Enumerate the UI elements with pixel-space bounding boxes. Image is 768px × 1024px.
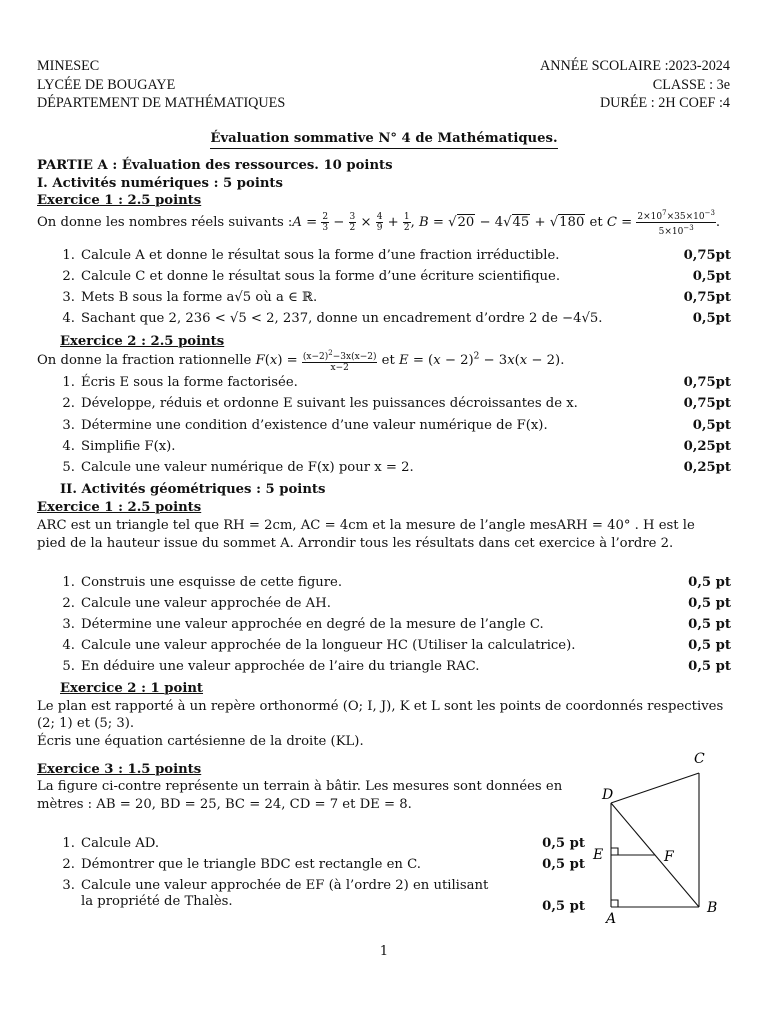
points-badge: 0,25pt [683, 438, 731, 454]
points-badge: 0,5pt [692, 269, 731, 284]
school-year: ANNÉE SCOLAIRE :2023-2024 [540, 58, 730, 74]
geo-ex1-intro-line2: pied de la hauteur issue du sommet A. Arrondir tous les résultats dans cet exercice à l’ordre 2. [37, 536, 674, 551]
list-item: 1. Calcule A et donne le résultat sous la forme d’une fraction irréductible. 0,75pt [62, 248, 731, 263]
list-item: 2. Démontrer que le triangle BDC est rectangle en C. 0,5 pt [62, 857, 585, 872]
department-name: DÉPARTEMENT DE MATHÉMATIQUES [37, 95, 286, 111]
list-item: 3. Détermine une valeur approchée en degré de la mesure de l’angle C. 0,5 pt [62, 617, 731, 632]
list-item: 1. Écris E sous la forme factorisée. 0,75pt [62, 375, 731, 390]
right-angle-e [611, 848, 618, 855]
list-item: 5. Calcule une valeur numérique de F(x) pour x = 2. 0,25pt [62, 460, 731, 476]
list-item: 3. Détermine une condition d’existence d’une valeur numérique de F(x). 0,5pt [62, 417, 731, 433]
label-e: E [593, 847, 604, 863]
list-item: 4. Calcule une valeur approchée de la longueur HC (Utiliser la calculatrice). 0,5 pt [62, 638, 731, 653]
list-item: 2. Développe, réduis et ordonne E suivant les puissances décroissantes de x. 0,75pt [62, 396, 731, 412]
ex1-heading: Exercice 1 : 2.5 points [37, 193, 202, 208]
list-item: 1. Construis une esquisse de cette figure. 0,5 pt [62, 575, 731, 590]
ex2-intro: On donne la fraction rationnelle F(x) = $\frac{(x-2)^2-3x(x-2)}{x-2}$ et $E = (x - 2)^2 - 3x(x - 2)$. [37, 349, 565, 373]
points-badge: 0,5 pt [688, 659, 731, 674]
list-item: 5. En déduire une valeur approchée de l’aire du triangle RAC. 0,5 pt [62, 659, 731, 674]
right-angle-a [611, 900, 618, 907]
list-item: 4. Sachant que 2, 236 < √5 < 2, 237, donne un encadrement d’ordre 2 de −4√5. 0,5pt [62, 311, 731, 326]
points-badge: 0,5 pt [542, 836, 585, 851]
geo-ex2-line1: Le plan est rapporté à un repère orthonormé (O; I, J), K et L sont les points de coordonnés respectives [37, 699, 724, 714]
geo-ex1-item-list [55, 575, 731, 680]
list-item: 2. Calcule C et donne le résultat sous la forme d’une écriture scientifique. 0,5pt [62, 269, 731, 284]
points-badge: 0,5 pt [688, 617, 731, 632]
points-badge: 0,75pt [683, 375, 731, 390]
geo-ex3-heading: Exercice 3 : 1.5 points [37, 762, 202, 777]
class-label: CLASSE : 3e [652, 76, 730, 93]
ex2-intro-text: On donne la fraction rationnelle [37, 353, 252, 368]
school-header-left [37, 57, 285, 113]
points-badge: 0,5pt [692, 311, 731, 326]
geo-ex2-line3: Écris une équation cartésienne de la droite (KL). [37, 734, 364, 749]
list-item: 3. Calcule une valeur approchée de EF (à l’ordre 2) en utilisant la propriété de Thalès. 0,5 pt [62, 878, 585, 914]
exam-title: Évaluation sommative N° 4 de Mathématiques. [210, 131, 557, 149]
points-badge: 0,5 pt [688, 596, 731, 611]
part-a-heading: PARTIE A : Évaluation des ressources. 10 points [37, 158, 393, 173]
points-badge: 0,5 pt [542, 857, 585, 872]
school-header-right [540, 57, 730, 113]
points-badge: 0,75pt [683, 396, 731, 412]
points-badge: 0,5 pt [688, 575, 731, 590]
segment-cd [611, 773, 699, 803]
geo-ex2-heading: Exercice 2 : 1 point [60, 681, 204, 696]
ex2-heading: Exercice 2 : 2.5 points [60, 334, 225, 349]
list-item: 1. Calcule AD. 0,5 pt [62, 836, 585, 851]
exam-title-wrap [0, 131, 768, 147]
list-item: 2. Calcule une valeur approchée de AH. 0,5 pt [62, 596, 731, 611]
school-name: LYCÉE DE BOUGAYE [37, 76, 176, 93]
label-a: A [606, 911, 617, 927]
points-badge: 0,5 pt [542, 899, 585, 914]
ministry-label: MINESEC [37, 58, 100, 74]
points-badge: 0,75pt [683, 290, 731, 305]
geo-ex3-line1: La figure ci-contre représente un terrain à bâtir. Les mesures sont données en [37, 779, 563, 794]
label-c: C [694, 751, 705, 767]
list-item: 4. Simplifie F(x). 0,25pt [62, 438, 731, 454]
ex1-intro: On donne les nombres réels suivants :A = $\frac{2}{3}$ − $\frac{3}{2}$ × $\frac{4}{9}$ + $\frac{1}{2}$ , B = √20 − 4√45 + √180 et C = $\frac{2\times 10^7\times 35\times 10^{-3}}{5\times 10^{-3}}$ . [37, 209, 721, 237]
duration-coef: DURÉE : 2H COEF :4 [599, 95, 730, 111]
label-f: F [664, 849, 674, 865]
numeric-activities-heading: I. Activités numériques : 5 points [37, 176, 283, 191]
points-badge: 0,75pt [683, 248, 731, 263]
geo-ex1-heading: Exercice 1 : 2.5 points [37, 500, 202, 515]
terrain-figure [586, 745, 736, 930]
label-d: D [602, 787, 614, 803]
ex1-item-list [55, 248, 731, 332]
geo-ex2-line2: (2; 1) et (5; 3). [37, 716, 135, 731]
points-badge: 0,25pt [683, 460, 731, 476]
geo-ex3-item-list [55, 836, 585, 920]
geo-ex1-intro-line1: ARC est un triangle tel que RH = 2cm, AC = 4cm et la mesure de l’angle mesARH = 40° . H est le [37, 518, 695, 533]
label-b: B [707, 900, 718, 916]
points-badge: 0,5 pt [688, 638, 731, 653]
list-item: 3. Mets B sous la forme a√5 où a ∈ ℝ. 0,75pt [62, 290, 731, 305]
ex1-intro-text: On donne les nombres réels suivants : [37, 215, 293, 230]
geometry-heading: II. Activités géométriques : 5 points [60, 482, 326, 497]
points-badge: 0,5pt [692, 417, 731, 433]
page-number: 1 [379, 944, 389, 959]
ex2-item-list [55, 375, 731, 481]
geo-ex3-line2: mètres : AB = 20, BD = 25, BC = 24, CD = 7 et DE = 8. [37, 797, 412, 812]
